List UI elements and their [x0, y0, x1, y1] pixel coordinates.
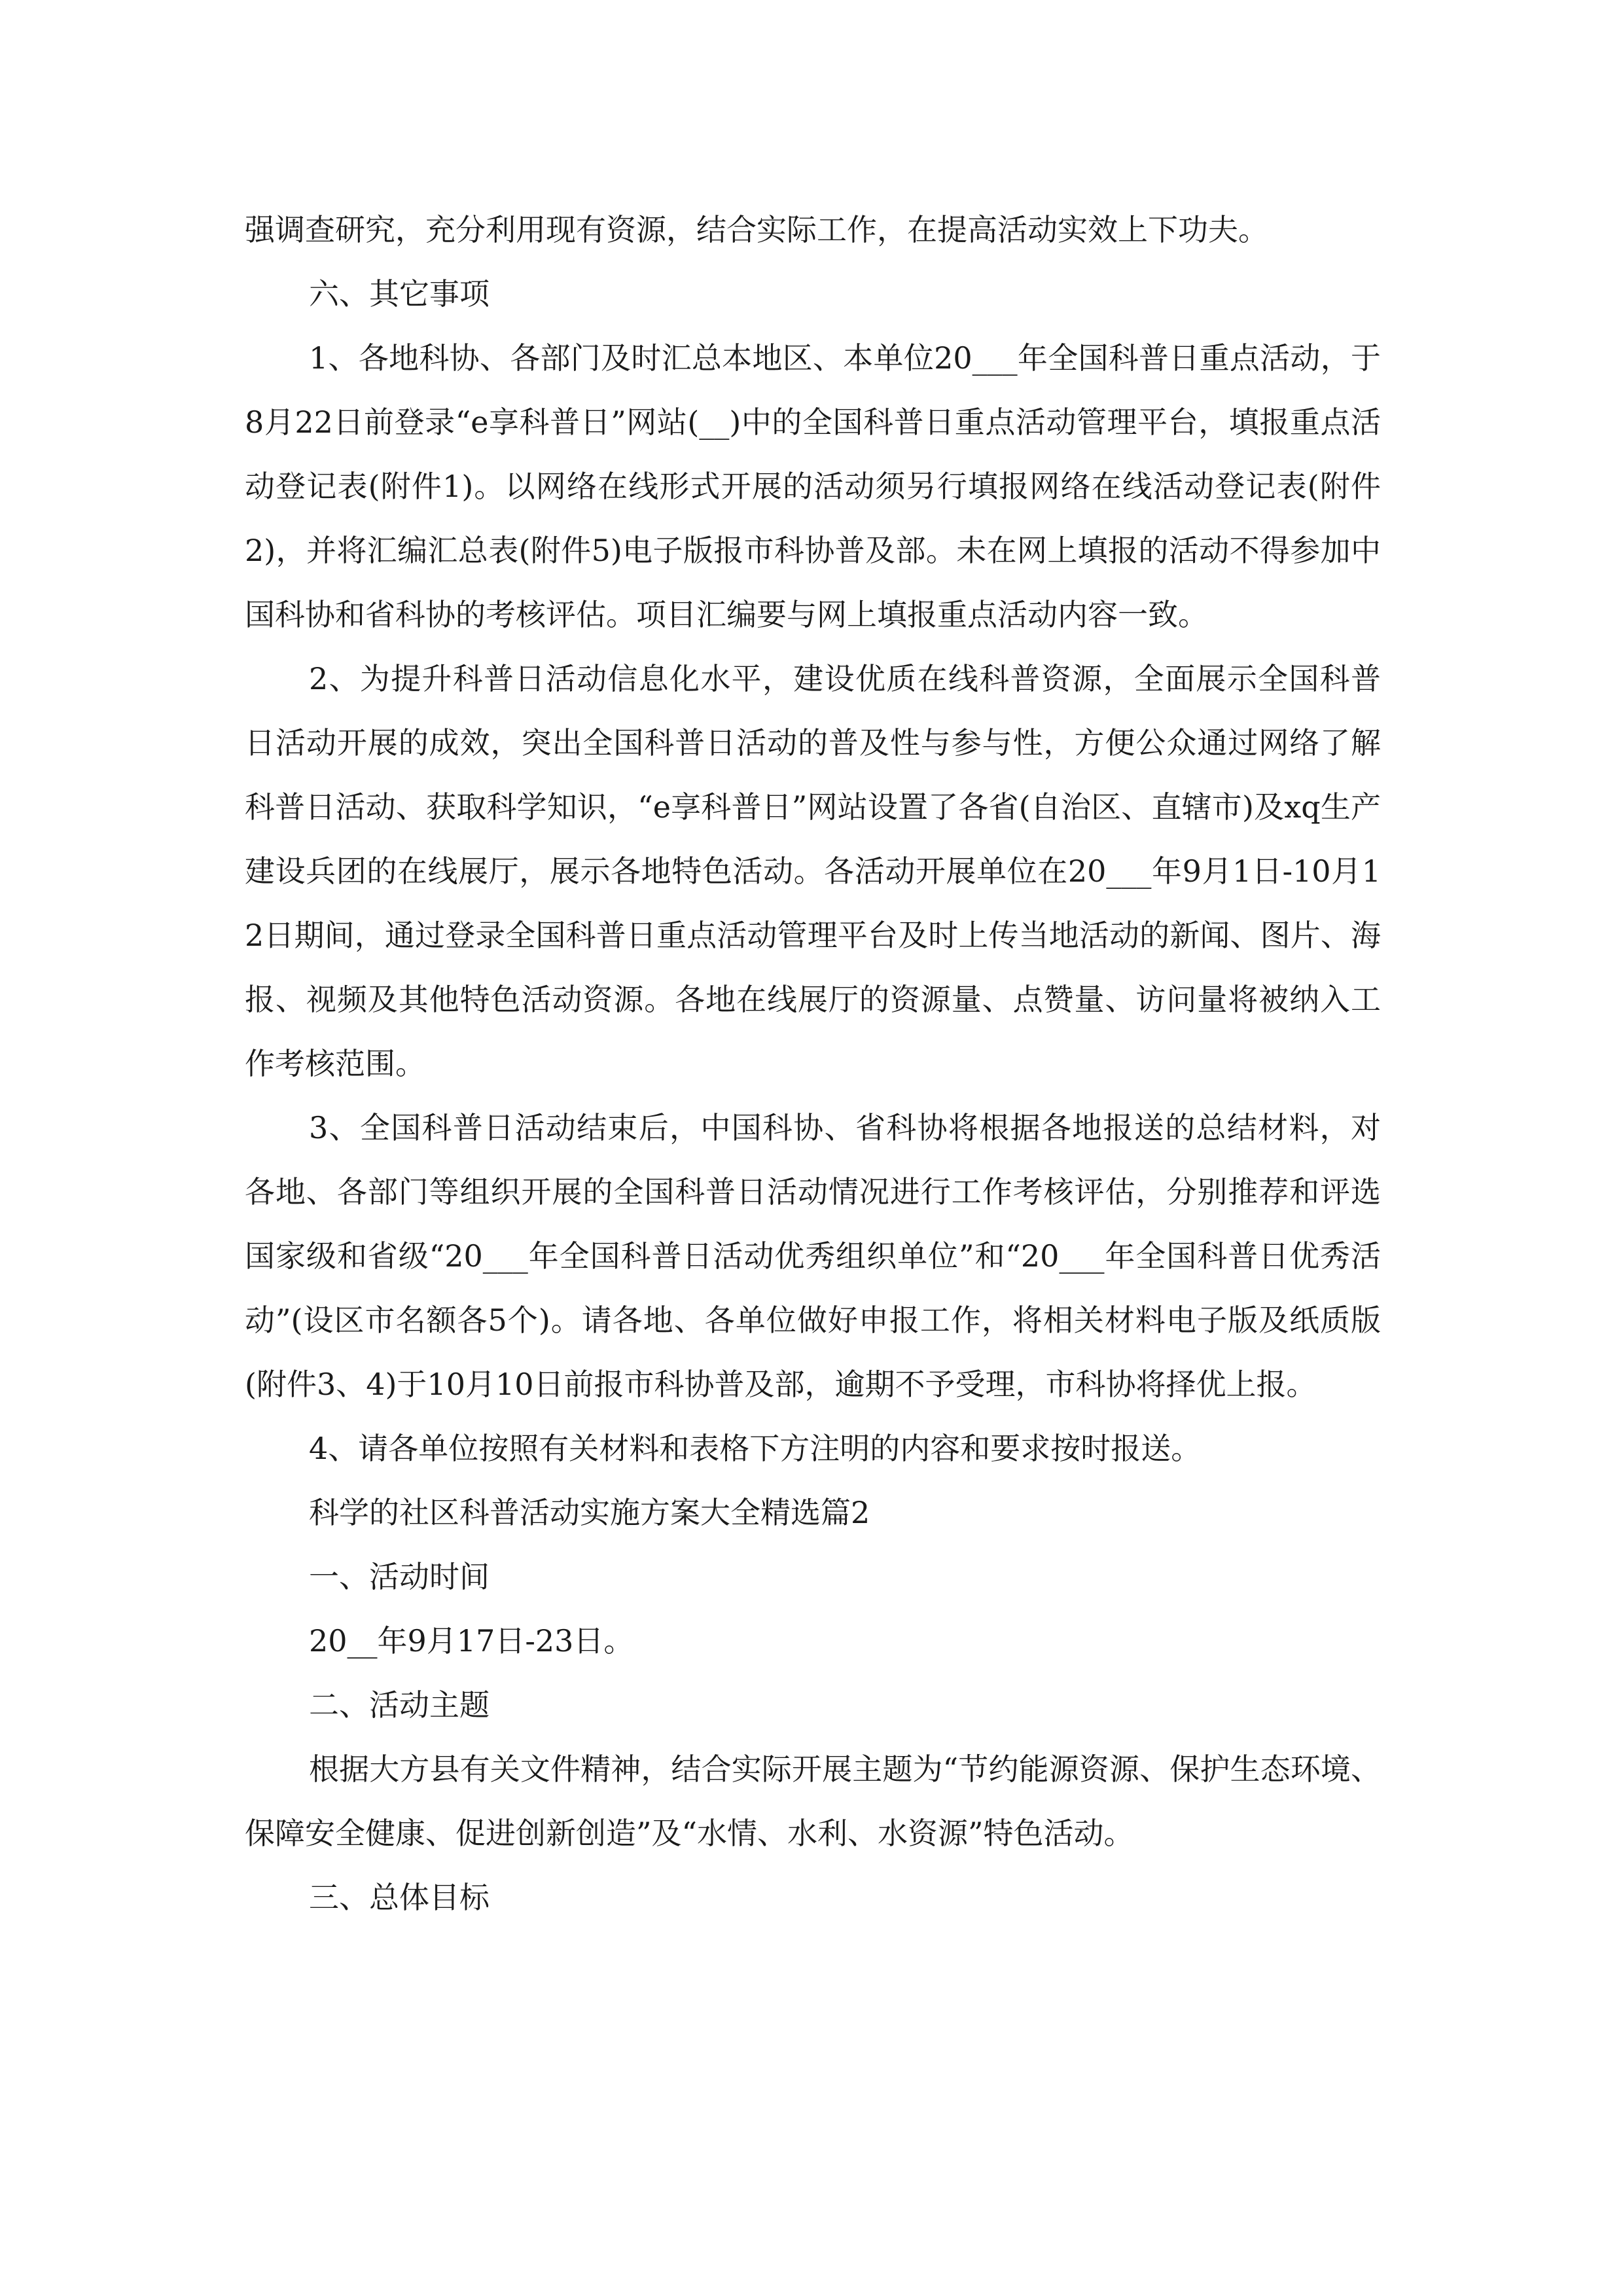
section-heading-activity-time: 一、活动时间 [309, 1559, 490, 1594]
section-heading-overall-goal: 三、总体目标 [309, 1880, 490, 1915]
paragraph-item-3: 3、全国科普日活动结束后，中国科协、省科协将根据各地报送的总结材料，对各地、各部门等组织开展的全国科普日活动情况进行工作考核评估，分别推荐和评选国家级和省级“20___年全国科普日活动优秀组织单位”和“20___年全国科普日优秀活动”(设区市名额各5个)。请各地、各单位做好申报工作，将相关材料电子版及纸质版(附件3、4)于10月10日前报市科协普及部，逾期不予受理，市科协将择优上报。 [245, 1110, 1381, 1402]
paragraph-item-2: 2、为提升科普日活动信息化水平，建设优质在线科普资源，全面展示全国科普日活动开展的成效，突出全国科普日活动的普及性与参与性，方便公众通过网络了解科普日活动、获取科学知识，“e享科普日”网站设置了各省(自治区、直辖市)及xq生产建设兵团的在线展厅，展示各地特色活动。各活动开展单位在20___年9月1日-10月12日期间，通过登录全国科普日重点活动管理平台及时上传当地活动的新闻、图片、海报、视频及其他特色活动资源。各地在线展厅的资源量、点赞量、访问量将被纳入工作考核范围。 [245, 661, 1381, 1081]
paragraph-item-1: 1、各地科协、各部门及时汇总本地区、本单位20___年全国科普日重点活动，于8月22日前登录“e享科普日”网站(__)中的全国科普日重点活动管理平台，填报重点活动登记表(附件1)。以网络在线形式开展的活动须另行填报网络在线活动登记表(附件2)，并将汇编汇总表(附件5)电子版报市科协普及部。未在网上填报的活动不得参加中国科协和省科协的考核评估。项目汇编要与网上填报重点活动内容一致。 [245, 340, 1381, 632]
paragraph-continuation: 强调查研究，充分利用现有资源，结合实际工作，在提高活动实效上下功夫。 [245, 212, 1268, 247]
paragraph-activity-theme: 根据大方县有关文件精神，结合实际开展主题为“节约能源资源、保护生态环境、保障安全健康、促进创新创造”及“水情、水利、水资源”特色活动。 [245, 1751, 1381, 1851]
paragraph-activity-date: 20__年9月17日-23日。 [309, 1623, 634, 1659]
paragraph-item-4: 4、请各单位按照有关材料和表格下方注明的内容和要求按时报送。 [309, 1431, 1202, 1466]
document-body [245, 198, 1381, 1929]
section-heading-other-matters: 六、其它事项 [309, 276, 490, 312]
article-title-part-2: 科学的社区科普活动实施方案大全精选篇2 [309, 1495, 870, 1530]
section-heading-activity-theme: 二、活动主题 [309, 1687, 490, 1723]
